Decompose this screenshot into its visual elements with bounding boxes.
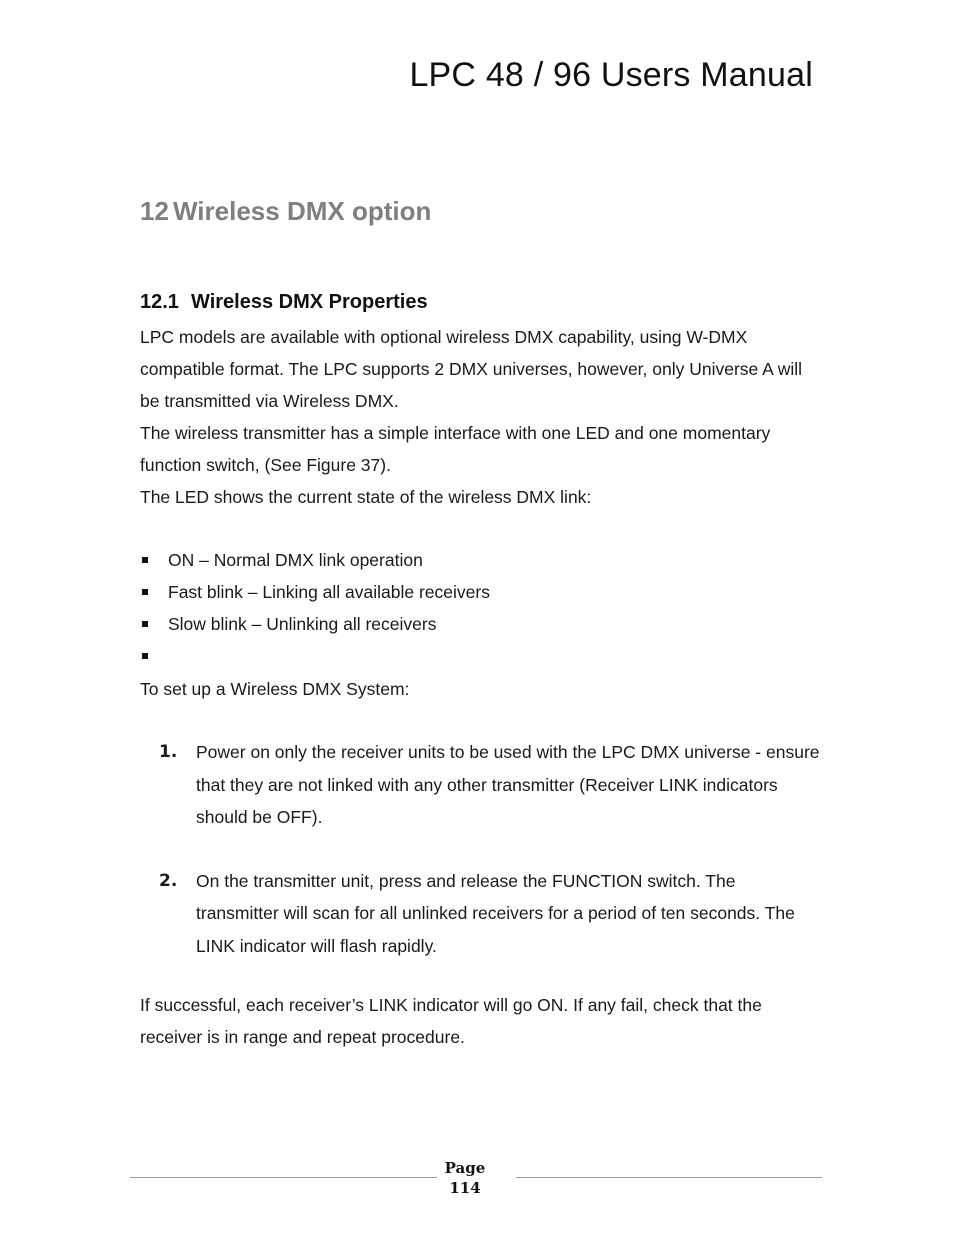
- square-bullet-icon: [142, 589, 148, 595]
- step-text: On the transmitter unit, press and release the FUNCTION switch. The transmitter will scan for all unlinked receivers for a period of ten seconds. The LINK indicator will flash rapidly.: [196, 870, 795, 956]
- step-number: 1.: [159, 742, 178, 762]
- square-bullet-icon: [142, 621, 148, 627]
- list-item: [140, 608, 820, 640]
- section-number: 12.1: [140, 291, 179, 313]
- list-item-text: Slow blink – Unlinking all receivers: [168, 614, 437, 634]
- section-heading: [140, 291, 428, 314]
- chapter-number: 12: [140, 196, 169, 226]
- footer-rule-left: [130, 1177, 437, 1178]
- setup-outro: If successful, each receiver’s LINK indicator will go ON. If any fail, check that the receiver is in range and repeat procedure.: [140, 995, 762, 1047]
- chapter-title: Wireless DMX option: [173, 196, 432, 226]
- step-text: Power on only the receiver units to be used with the LPC DMX universe - ensure that they are not linked with any other transmitter (Receiver LINK indicators should be OFF).: [196, 742, 820, 827]
- intro-text: [140, 321, 820, 513]
- page-label: Page: [444, 1159, 486, 1177]
- square-bullet-icon: [142, 557, 148, 563]
- led-state-list: [140, 544, 820, 672]
- list-item-text: Fast blink – Linking all available receivers: [168, 582, 490, 602]
- list-item: [140, 865, 820, 963]
- page-header-title: LPC 48 / 96 Users Manual: [409, 56, 813, 94]
- chapter-heading: [140, 196, 431, 227]
- page-number: 114: [449, 1179, 481, 1197]
- list-item-text: ON – Normal DMX link operation: [168, 550, 423, 570]
- setup-steps: [140, 736, 820, 993]
- list-item: [140, 736, 820, 834]
- intro-paragraph-2: The wireless transmitter has a simple interface with one LED and one momentary function switch, (See Figure 37).: [140, 423, 771, 475]
- footer-rule-right: [516, 1177, 822, 1178]
- list-item: [140, 640, 820, 672]
- intro-paragraph-1: LPC models are available with optional wireless DMX capability, using W-DMX compatible format. The LPC supports 2 DMX universes, however, only Universe A will be transmitted via Wireless DMX.: [140, 327, 803, 411]
- step-number: 2.: [159, 870, 178, 891]
- section-title: Wireless DMX Properties: [191, 291, 428, 313]
- intro-paragraph-3: The LED shows the current state of the wireless DMX link:: [140, 487, 592, 507]
- list-item: [140, 576, 820, 608]
- page-number-block: [437, 1158, 493, 1198]
- square-bullet-icon: [142, 653, 148, 659]
- setup-intro: To set up a Wireless DMX System:: [140, 679, 410, 699]
- list-item: [140, 544, 820, 576]
